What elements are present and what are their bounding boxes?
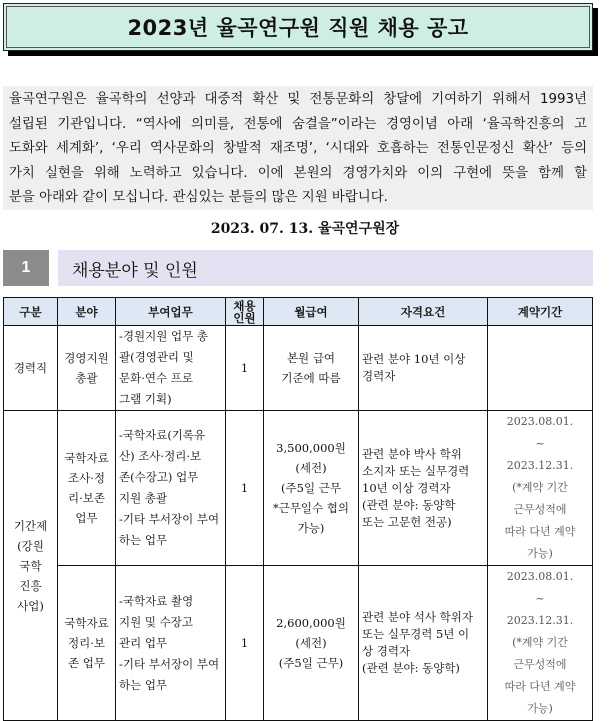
cell-text: 3,500,000원 [276, 441, 346, 455]
cell-text: 지원 및 수장고 [119, 614, 193, 629]
section-header [58, 250, 593, 286]
cell-text: ~ [535, 592, 545, 605]
cell-text: -국학자료(기록유 [119, 428, 206, 442]
cell-field [58, 566, 116, 721]
cell-field [58, 326, 116, 411]
cell-text: (주5일 근무) [278, 656, 344, 670]
cell-text: 또는 고문헌 전공) [362, 514, 452, 529]
intro-paragraph [3, 86, 593, 210]
title-banner [3, 3, 593, 51]
table-row [4, 326, 593, 411]
cell-text: 따라 다년 계약 [504, 680, 576, 693]
cell-text: 하는 업무 [119, 677, 168, 692]
cell-headcount: 1 [226, 566, 264, 721]
cell-text: 사업) [17, 598, 44, 613]
cell-category [4, 326, 58, 411]
cell-text: 그램 기획) [119, 392, 172, 406]
cell-text: 가능) [527, 547, 553, 560]
cell-period [488, 411, 593, 566]
cell-text: 따라 다년 계약 [504, 525, 576, 538]
cell-headcount: 1 [226, 411, 264, 566]
cell-text: (주5일 근무 [281, 481, 341, 495]
cell-text: 총괄 [75, 371, 98, 385]
cell-text: 관련 분야 석사 학위자 [362, 610, 473, 624]
cell-text: *근무일수 협의 [272, 501, 350, 515]
page-title: 2023년 율곡연구원 직원 채용 공고 [127, 16, 469, 40]
header-salary: 월급여 [264, 298, 359, 326]
cell-text: 관련 분야 10년 이상 [362, 352, 466, 366]
cell-text: 가능) [297, 521, 325, 535]
table-header-row [4, 298, 593, 326]
intro-line: 가치 실현을 위해 노력하고 있습니다. 이에 본원의 경영가치와 이의 구현에 뜻을 함께 할 [9, 165, 587, 181]
cell-text: 문화·연수 프로 [119, 371, 193, 385]
section-number: 1 [3, 250, 49, 286]
recruitment-table [3, 297, 593, 721]
cell-qualifications [359, 326, 488, 411]
cell-text: (세전) [295, 636, 327, 650]
cell-duties [116, 566, 226, 721]
cell-text: (강원 [17, 538, 44, 553]
cell-text: 경력자 [362, 369, 396, 383]
cell-text: 존(수장고) 업무 [119, 470, 199, 484]
cell-salary [264, 326, 359, 411]
cell-text: 하는 업무 [119, 533, 168, 547]
cell-text: 정리·보 [68, 636, 105, 650]
signature-date: 2023. 07. 13. 율곡연구원장 [210, 221, 400, 237]
cell-text: 국학자료 [64, 616, 109, 630]
cell-duties [116, 326, 226, 411]
cell-text: 2023.12.31. [506, 459, 574, 472]
cell-text: 2023.12.31. [506, 614, 574, 627]
cell-text: (세전) [295, 461, 327, 475]
cell-field [58, 411, 116, 566]
cell-text: 근무성적에 [513, 658, 567, 671]
cell-text: 국학자료 [64, 451, 109, 465]
intro-line: 분을 아래와 같이 모십니다. 관심있는 분들의 많은 지원 바랍니다. [9, 190, 388, 205]
cell-qualifications [359, 566, 488, 721]
cell-category-merged [4, 411, 58, 721]
intro-line: 도화와 세계화’, ‘우리 역사문화의 창발적 재조명’, ‘시대와 호흡하는 전통인문정신 확산’ 등의 [9, 141, 587, 156]
cell-text: (*계약 기간 [512, 636, 568, 649]
cell-text: 상 경력자 [362, 644, 411, 658]
header-headcount-line: 인원 [233, 310, 256, 325]
cell-text: -기타 부서장이 부여 [119, 656, 220, 671]
cell-text: 지원 총괄 [119, 491, 168, 505]
table-row [4, 411, 593, 566]
cell-text: 2023.08.01. [506, 570, 574, 583]
cell-qualifications [359, 411, 488, 566]
cell-text: -경원지원 업무 총 [119, 329, 208, 343]
header-headcount-line: 채용 [233, 298, 256, 313]
section-title: 채용분야 및 인원 [72, 260, 198, 281]
cell-text: 가능) [527, 702, 553, 715]
cell-text: 2,600,000원 [276, 616, 346, 630]
cell-text: 관리 업무 [119, 635, 168, 650]
cell-text: 진흥 [19, 578, 42, 593]
cell-text: 존 업무 [68, 656, 105, 670]
header-headcount [226, 298, 264, 326]
cell-text: 조사·정 [68, 471, 105, 485]
cell-text: -국학자료 촬영 [119, 593, 194, 608]
intro-line: 율곡연구원은 율곡학의 선양과 대중적 확산 및 전통문화의 창달에 기여하기 위해서 1993년 [9, 92, 587, 107]
cell-period [488, 326, 593, 411]
cell-text: 10년 이상 경력자 [362, 480, 451, 495]
cell-text: 경영지원 [64, 351, 109, 365]
cell-salary [264, 566, 359, 721]
cell-salary [264, 411, 359, 566]
cell-text: 기간제 [13, 518, 48, 533]
cell-text: (관련 분야: 동양학 [362, 497, 456, 512]
header-category: 구분 [4, 298, 58, 326]
cell-text: 관련 분야 박사 학위 [362, 446, 462, 461]
header-qualifications: 자격요건 [359, 298, 488, 326]
cell-text: 경력직 [13, 361, 48, 375]
cell-text: 산) 조사·정리·보 [119, 449, 202, 463]
cell-text: 근무성적에 [513, 503, 567, 516]
cell-text: 괄(경영관리 및 [119, 350, 194, 364]
cell-text: 또는 실무경력 5년 이 [362, 627, 470, 641]
cell-text: 기준에 따름 [281, 371, 341, 385]
cell-text: ~ [535, 437, 545, 450]
cell-text: 본원 급여 [286, 351, 336, 365]
cell-duties [116, 411, 226, 566]
cell-period [488, 566, 593, 721]
cell-text: (관련 분야: 동양학) [362, 661, 460, 675]
cell-text: 업무 [75, 511, 98, 525]
cell-text: 소지자 또는 실무경력 [362, 463, 470, 478]
cell-headcount: 1 [226, 326, 264, 411]
cell-text: (*계약 기간 [512, 481, 568, 494]
header-field: 분야 [58, 298, 116, 326]
cell-text: 2023.08.01. [506, 415, 574, 428]
header-duties: 부여업무 [116, 298, 226, 326]
header-period: 계약기간 [488, 298, 593, 326]
table-row [4, 566, 593, 721]
cell-text: -기타 부서장이 부여 [119, 512, 220, 526]
cell-text: 국학 [19, 558, 42, 573]
cell-text: 리·보존 [68, 491, 105, 505]
intro-line: 설립된 기관입니다. “역사에 의미를, 전통에 숨결을”이라는 경영이념 아래 ‘율곡학진흥의 고 [9, 116, 587, 132]
